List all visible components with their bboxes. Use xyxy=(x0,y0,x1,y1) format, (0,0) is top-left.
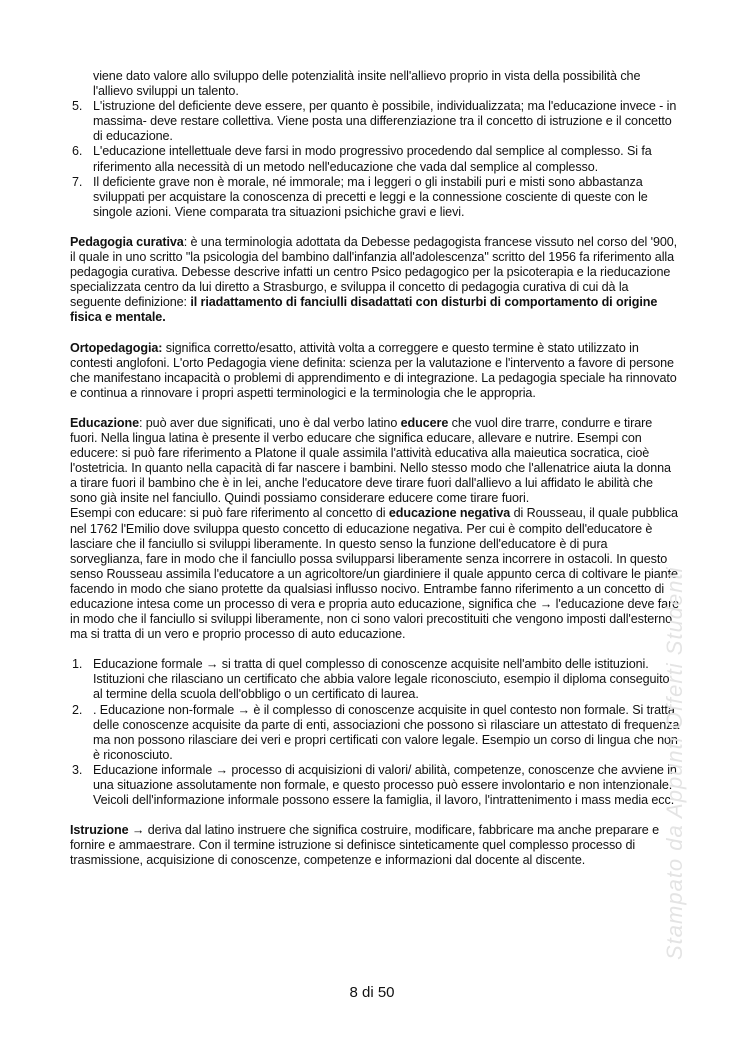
term-pedagogia-curativa: Pedagogia curativa xyxy=(70,234,184,249)
list-item-text: L'istruzione del deficiente deve essere, per quanto è possibile, individualizzata; ma l'educazione invece - in massima- deve restare collettiva. Viene posta una differenziazione tra il concetto di istruzione e il concetto di educazione. xyxy=(93,99,677,144)
list-item xyxy=(70,99,680,144)
list-item-text: Educazione formale → si tratta di quel complesso di conoscenze acquisite nell'ambito delle istituzioni. Istituzioni che rilasciano un certificato che abbia valore legale riconosciuto, esempio il diploma conseguito al termine della scuola dell'obbligo o un certificato di laurea. xyxy=(93,657,670,702)
paragraph-text: : è una terminologia adottata da Debesse pedagogista francese vissuto nel corso del '900, il quale in uno scritto "la psicologia del bambino dall'infanzia all'adolescenza" scritto del 1956 fa riferimento alla pedagogia curativa. Debesse descrive infatti un centro Psico pedagogico per la psicoterapia e la rieducazione specializzata centro da lui diretto a Strasburgo, e sviluppa il concetto di pedagogia curativa di cui dà la seguente definizione: xyxy=(70,234,678,310)
paragraph-educare xyxy=(70,506,680,642)
document-page xyxy=(70,69,680,869)
list-number: 1. xyxy=(72,657,83,672)
watermark: Stampato da Appunti Offerti Studenti xyxy=(662,566,687,960)
paragraph-ortopedagogia xyxy=(70,341,680,401)
paragraph-text: significa corretto/esatto, attività volta a correggere e questo termine è stato utilizzato in contesti anglofoni. L'orto Pedagogia viene definita: scienza per la valutazione e l'intervento a favore di persone che manifestano incapacità o problemi di apprendimento e di integrazione. La pedagogia speciale ha rinnovato e continua a rinnovare i propri aspetti terminologici e la terminologia che le appropria. xyxy=(70,340,677,400)
paragraph-text: → deriva dal latino instruere che significa costruire, modificare, fabbricare ma anche preparare e fornire e ammaestrare. Con il termine istruzione si definisce sinteticamente quel complesso processo di trasmissione, acquisizione di conoscenze, competenze e informazioni dal docente al discente. xyxy=(70,823,659,868)
list-item-text: Il deficiente grave non è morale, né immorale; ma i leggeri o gli instabili puri e misti sono abbastanza sviluppati per acquistare la conoscenza di precetti e leggi e la connessione cosciente di queste con le singole azioni. Viene comparata tra situazioni psichiche gravi e lievi. xyxy=(93,174,648,219)
definition-highlight: il riadattamento di fanciulli disadattati con disturbi di comportamento di origine fisica e mentale. xyxy=(70,295,658,325)
list-item-text: . Educazione non-formale → è il complesso di conoscenze acquisite in quel contesto non formale. Si tratta delle conoscenze acquisite da parte di enti, associazioni che possono sì rilasciare un attestato di frequenza ma non possono rilasciare dei veri e propri certificati con valore legale. Esempio un corso di lingua che non è riconosciuto. xyxy=(93,702,680,762)
term-educazione-negativa: educazione negativa xyxy=(388,506,511,521)
list-item xyxy=(70,703,680,763)
education-types-list xyxy=(70,657,680,808)
list-item xyxy=(70,144,680,174)
paragraph-text: Esempi con educare: si può fare riferimento al concetto di xyxy=(70,506,389,521)
list-number: 6. xyxy=(72,144,83,159)
paragraph-text: che vuol dire trarre, condurre e tirare fuori. Nella lingua latina è presente il verbo educare che significa educare, allevare e nutrire. Esempi con educere: si può fare riferimento a Platone il quale assimila l'attività educativa alla maieutica socratica, cioè l'ostetricia. In quanto nella capacità di far nascere i bambini. Nello stesso modo che l'allenatrice aiuta la donna a tirare fuori il bambino che è in lei, anche l'educatore deve tirare fuori dall'allievo a lui affidato le abilità che sono già insite nel fanciullo. Quindi possiamo considerare educere come tirare fuori. xyxy=(70,415,671,506)
list-item-text: Educazione informale → processo di acquisizioni di valori/ abilità, competenze, conoscenze che avviene in una situazione assolutamente non formale, e questo processo può essere involontario e non intenzionale. Veicoli dell'informazione informale possono essere la famiglia, il lavoro, l'intrattenimento i mass media ecc. xyxy=(93,762,677,808)
term-ortopedagogia: Ortopedagogia: xyxy=(70,340,163,355)
list-item xyxy=(70,763,680,808)
list-number: 3. xyxy=(72,762,83,777)
list-item-text: L'educazione intellettuale deve farsi in modo progressivo procedendo dal semplice al complesso. Si fa riferimento alla necessità di un metodo nell'educazione che vada dal semplice al complesso. xyxy=(93,144,652,174)
term-educere: educere xyxy=(400,415,449,430)
list-number: 7. xyxy=(72,174,83,189)
paragraph-istruzione xyxy=(70,823,680,868)
list-number: 5. xyxy=(72,99,83,114)
intro-continuation: viene dato valore allo sviluppo delle potenzialità insite nell'allievo proprio in vista della possibilità che l'allievo sviluppi un talento. xyxy=(93,69,641,99)
term-educazione: Educazione xyxy=(70,415,139,430)
page-number: 8 di 50 xyxy=(349,984,395,1001)
paragraph-educazione xyxy=(70,416,680,507)
principles-list xyxy=(70,99,680,220)
paragraph-pedagogia-curativa xyxy=(70,235,680,326)
list-item xyxy=(70,175,680,220)
paragraph-text: di Rousseau, il quale pubblica nel 1762 l'Emilio dove sviluppa questo concetto di educazione negativa. Per cui è compito dell'educatore è lasciare che il fanciullo si sviluppi liberamente. In questo senso la funzione dell'educatore è di pura sorveglianza, fare in modo che il fanciullo possa svilupparsi liberamente senza incorrere in ostacoli. In questo senso Rousseau assimila l'educatore a un agricoltore/un giardiniere il quale appunto cerca di coltivare le piante facendo in modo che siano protette da qualsiasi influsso nocivo. Entrambe fanno riferimento a un concetto di educazione intesa come un processo di vera e propria auto educazione, significa che → l'educazione deve fare in modo che il fanciullo si sviluppi liberamente, non ci sono valori precostituiti che vengono imposti dall'esterno ma si tratta di un vero e proprio processo di auto educazione. xyxy=(70,506,680,642)
paragraph-text: : può aver due significati, uno è dal verbo latino xyxy=(138,415,401,430)
list-number: 2. xyxy=(72,702,83,717)
list-item xyxy=(70,657,680,702)
term-istruzione: Istruzione xyxy=(70,823,129,838)
